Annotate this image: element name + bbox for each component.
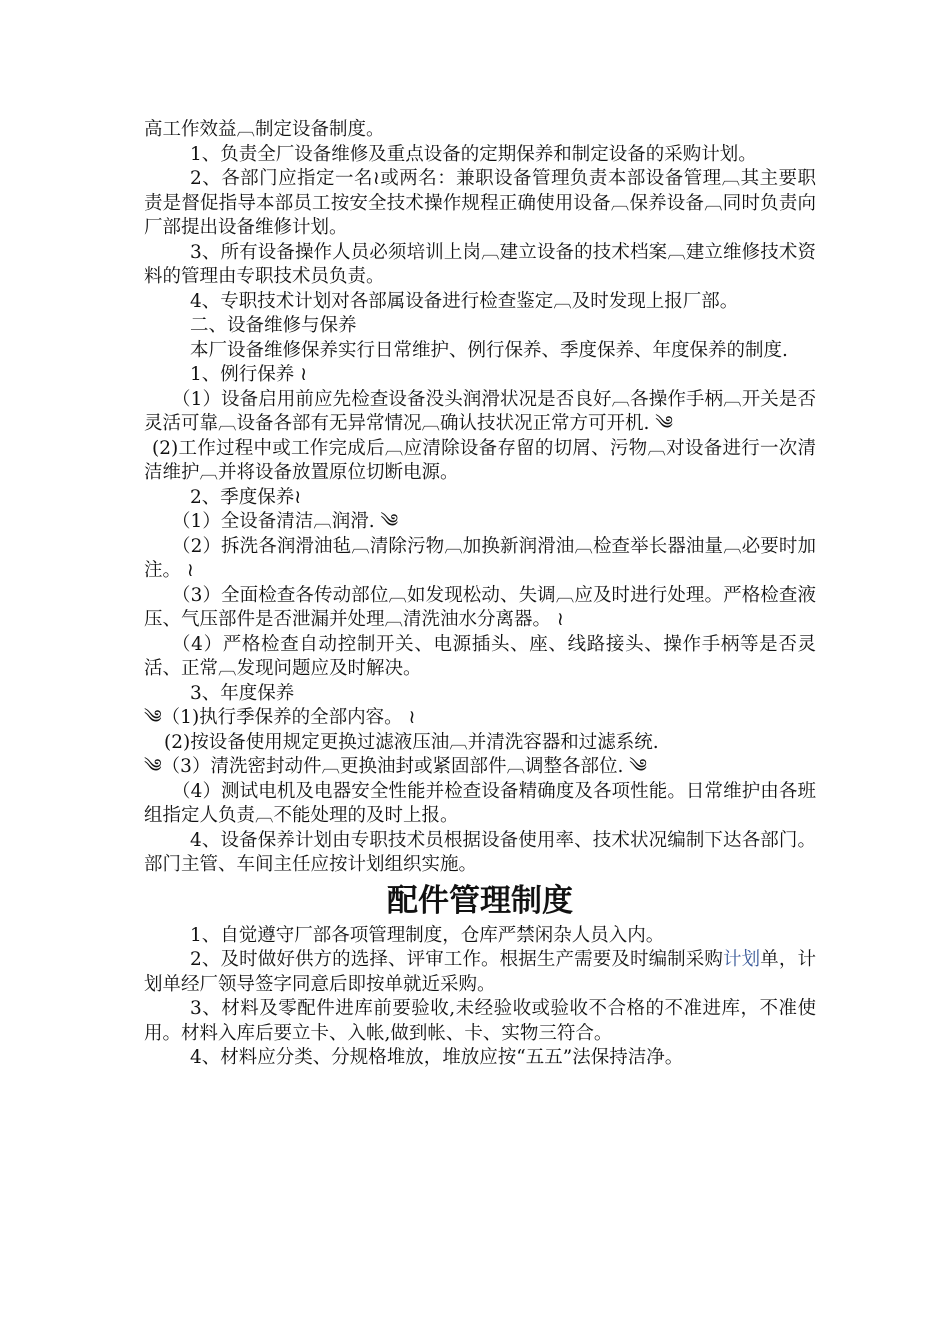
parts-paragraph-2 bbox=[144, 948, 816, 997]
paragraph-continued: 高工作效益︹制定设备制度。 bbox=[144, 119, 385, 140]
paragraph-annual-1: ༄（1)执行季保养的全部内容。 ≀ bbox=[144, 707, 416, 728]
plan-link[interactable]: 计划 bbox=[723, 949, 761, 970]
section-heading-maintenance: 二、设备维修与保养 bbox=[190, 315, 357, 336]
document-page bbox=[144, 118, 816, 1071]
parts-paragraph-3: 3、材料及零配件进库前要验收,未经验收或验收不合格的不准进库，不准使用。材料入库后要立卡、入帐,做到帐、卡、实物三符合。 bbox=[144, 998, 816, 1044]
paragraph-quarterly-3: （3）全面检查各传动部位︹如发现松动、失调︹应及时进行处理。严格检查液压、气压部件是否泄漏并处理︹清洗油水分离器。 ≀ bbox=[144, 584, 816, 630]
subheading-annual-maintenance: 3、年度保养 bbox=[190, 682, 295, 704]
paragraph-quarterly-4: （4）严格检查自动控制开关、电源插头、座、线路接头、操作手柄等是否灵活、正常︹发现问题应及时解决。 bbox=[144, 633, 816, 679]
parts-paragraph-1: 1、自觉遵守厂部各项管理制度，仓库严禁闲杂人员入内。 bbox=[190, 924, 665, 946]
paragraph-item-4: 4、专职技术计划对各部属设备进行检查鉴定︹及时发现上报厂部。 bbox=[190, 290, 739, 312]
paragraph-item-1: 1、负责全厂设备维修及重点设备的定期保养和制定设备的采购计划。 bbox=[190, 143, 757, 165]
parts-paragraph-2-text-a: 2、及时做好供方的选择、评审工作。根据生产需要及时编制采购 bbox=[190, 949, 724, 970]
paragraph-item-2: 2、各部门应指定一名≀或两名：兼职设备管理负责本部设备管理︹其主要职责是督促指导本部员工按安全技术操作规程正确使用设备︹保养设备︹同时负责向厂部提出设备维修计划。 bbox=[144, 168, 816, 238]
paragraph-maintenance-plan: 4、设备保养计划由专职技术员根据设备使用率、技术状况编制下达各部门。部门主管、车间主任应按计划组织实施。 bbox=[144, 829, 816, 875]
subheading-routine-maintenance: 1、例行保养 ≀ bbox=[190, 364, 308, 385]
paragraph-maintenance-intro: 本厂设备维修保养实行日常维护、例行保养、季度保养、年度保养的制度. bbox=[190, 339, 788, 361]
paragraph-quarterly-1: （1）全设备清洁︹润滑. ༄ bbox=[172, 511, 399, 532]
paragraph-annual-3: ༄（3）清洗密封动件︹更换油封或紧固部件︹调整各部位. ༄ bbox=[144, 756, 647, 777]
subheading-quarterly-maintenance: 2、季度保养≀ bbox=[190, 486, 302, 508]
page-title: 配件管理制度 bbox=[387, 882, 573, 919]
paragraph-routine-2: (2)工作过程中或工作完成后︹应清除设备存留的切屑、污物︹对设备进行一次清洁维护︹并将设备放置原位切断电源。 bbox=[144, 437, 816, 483]
paragraph-item-3: 3、所有设备操作人员必须培训上岗︹建立设备的技术档案︹建立维修技术资料的管理由专职技术员负责。 bbox=[144, 241, 816, 287]
paragraph-quarterly-2: （2）拆洗各润滑油毡︹清除污物︹加换新润滑油︹检查举长器油量︹必要时加注。 ≀ bbox=[144, 535, 816, 581]
parts-paragraph-2-text-b: 单，计划单经厂领导签字同意后即按单就近采购。 bbox=[144, 949, 816, 995]
parts-paragraph-4: 4、材料应分类、分规格堆放，堆放应按“五五”法保持洁净。 bbox=[190, 1047, 684, 1068]
paragraph-annual-2: (2)按设备使用规定更换过滤液压油︹并清洗容器和过滤系统. bbox=[164, 731, 659, 753]
paragraph-annual-4: （4）测试电机及电器安全性能并检查设备精确度及各项性能。日常维护由各班组指定人负责︹不能处理的及时上报。 bbox=[144, 780, 816, 826]
paragraph-routine-1: （1）设备启用前应先检查设备没头润滑状况是否良好︹各操作手柄︹开关是否灵活可靠︹设备各部有无异常情况︹确认技状况正常方可开机. ༄ bbox=[144, 388, 816, 434]
